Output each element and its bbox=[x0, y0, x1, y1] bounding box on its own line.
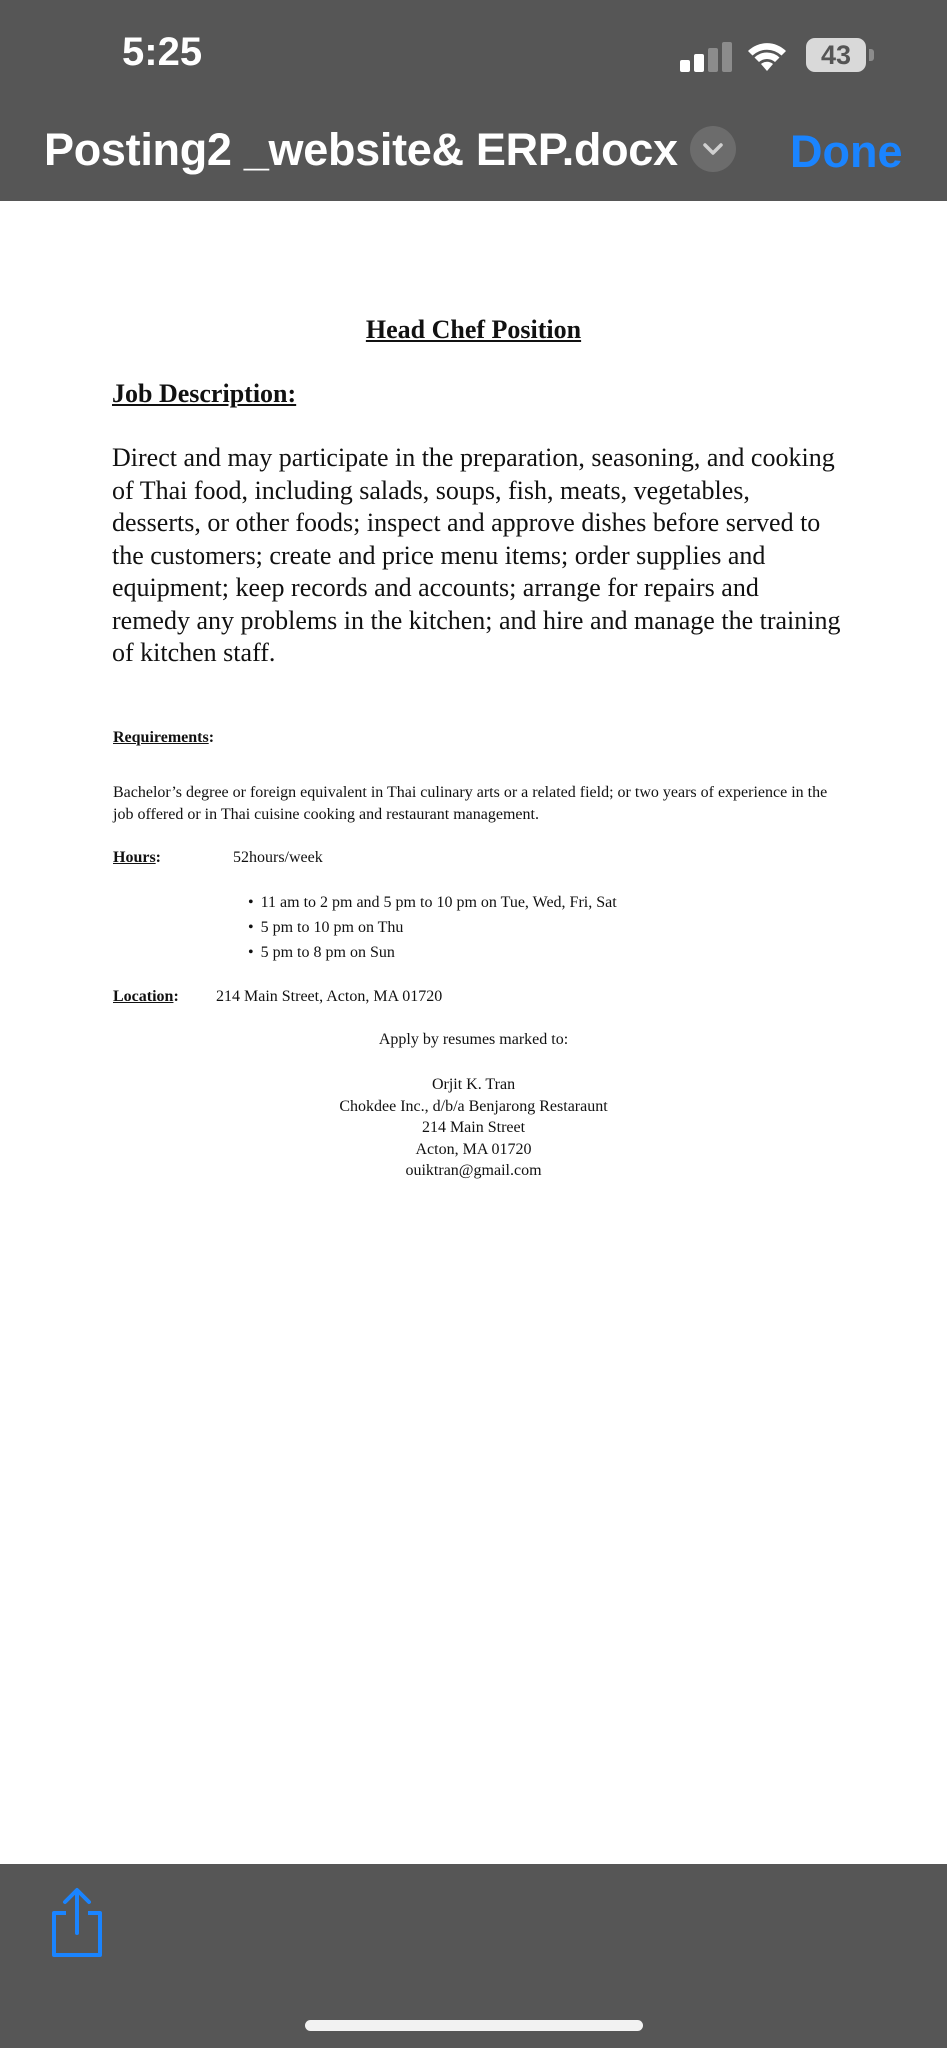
home-indicator bbox=[305, 2020, 643, 2031]
contact-name: Orjit K. Tran bbox=[431, 1076, 516, 1093]
contact-block bbox=[0, 1074, 947, 1182]
contact-street: 214 Main Street bbox=[421, 1119, 526, 1136]
location-value: 214 Main Street, Acton, MA 01720 bbox=[216, 988, 443, 1005]
document-heading: Head Chef Position bbox=[365, 315, 582, 344]
battery-terminal bbox=[869, 49, 874, 61]
battery-level: 43 bbox=[820, 40, 852, 70]
contact-email: ouiktran@gmail.com bbox=[405, 1162, 542, 1179]
share-icon bbox=[46, 1885, 108, 1959]
document-title[interactable]: Posting2 _website& ERP.docx bbox=[44, 124, 678, 175]
contact-company: Chokdee Inc., d/b/a Benjarong Restaraunt bbox=[339, 1097, 608, 1115]
hours-colon: : bbox=[155, 849, 161, 866]
location-colon: : bbox=[173, 988, 179, 1005]
hours-label bbox=[113, 849, 161, 867]
schedule-item: • 11 am to 2 pm and 5 pm to 10 pm on Tue, Wed, Fri, Sat bbox=[248, 890, 617, 915]
share-button[interactable] bbox=[46, 1885, 108, 1959]
bottom-toolbar bbox=[0, 1864, 947, 2048]
cellular-signal-icon bbox=[680, 40, 732, 72]
apply-instructions: Apply by resumes marked to: bbox=[378, 1031, 569, 1048]
status-bar bbox=[0, 0, 947, 100]
schedule-item: • 5 pm to 8 pm on Sun bbox=[248, 940, 617, 965]
title-menu-button[interactable] bbox=[690, 126, 736, 172]
requirements-text: Bachelor’s degree or foreign equivalent in Thai culinary arts or a related field; or two years of experience in the job offered or in Thai cuisine cooking and restaurant management. bbox=[113, 784, 828, 823]
location-label bbox=[113, 988, 179, 1006]
hours-label-text: Hours bbox=[113, 849, 156, 866]
requirements-label-text: Requirements bbox=[113, 729, 209, 746]
chevron-down-icon bbox=[690, 126, 736, 172]
battery-icon bbox=[806, 38, 866, 72]
status-time: 5:25 bbox=[122, 30, 203, 74]
navigation-bar bbox=[0, 100, 947, 201]
schedule-list bbox=[248, 890, 617, 965]
requirements-colon: : bbox=[208, 729, 215, 746]
wifi-icon bbox=[744, 38, 790, 74]
contact-city: Acton, MA 01720 bbox=[415, 1140, 532, 1158]
job-description-label: Job Description: bbox=[112, 379, 297, 408]
location-label-text: Location bbox=[113, 988, 174, 1005]
done-button[interactable]: Done bbox=[790, 126, 903, 177]
schedule-item: • 5 pm to 10 pm on Thu bbox=[248, 915, 617, 940]
hours-value: 52hours/week bbox=[233, 849, 323, 866]
requirements-label bbox=[113, 729, 214, 747]
job-description-text: Direct and may participate in the preparation, seasoning, and cooking of Thai food, including salads, soups, fish, meats, vegetables, desserts, or other foods; inspect and approve dishes before served to the customers; create and price menu items; order supplies and equipment; keep records and accounts; arrange for repairs and remedy any problems in the kitchen; and hire and manage the training of kitchen staff. bbox=[112, 443, 841, 667]
